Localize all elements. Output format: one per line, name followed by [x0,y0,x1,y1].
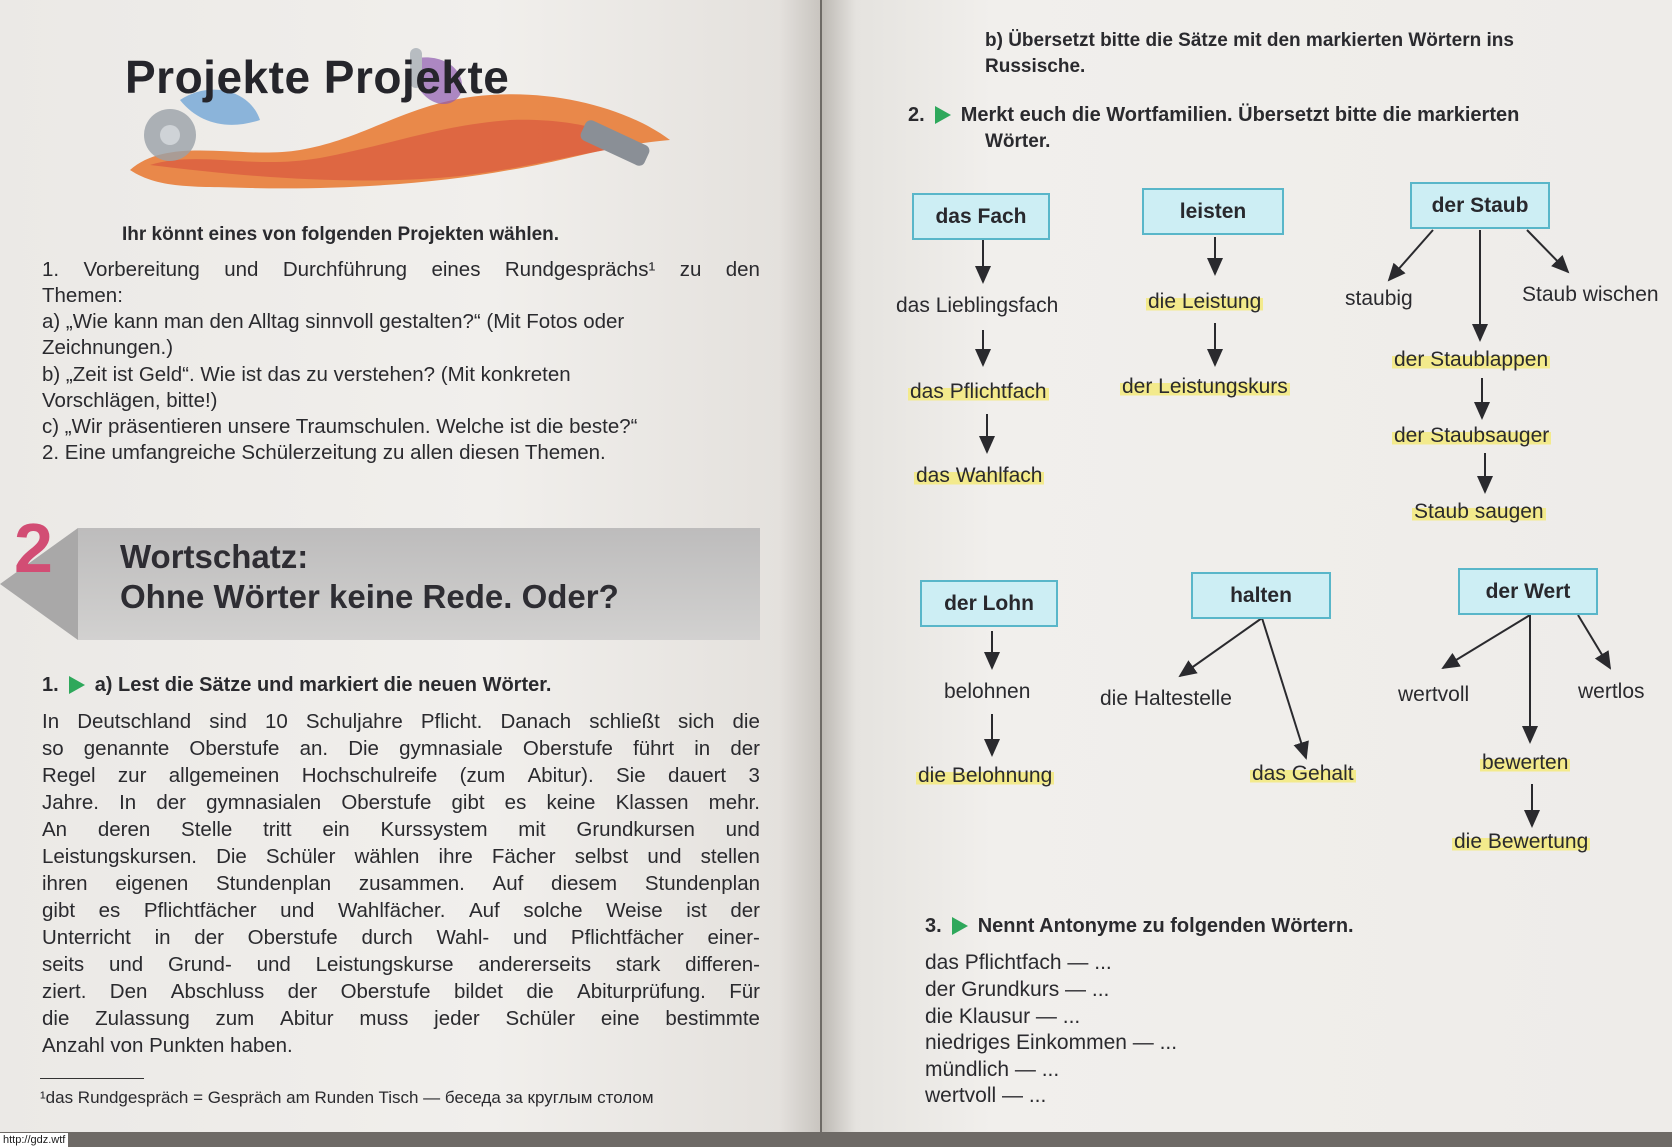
family-word-highlighted [916,764,1054,788]
task-2-line-1: Merkt euch die Wortfamilien. Übersetzt bitte die markierten [960,104,1520,126]
word-token: Oberstufe [341,791,432,814]
word-token: seits [42,953,85,976]
word-token: zum [215,1007,255,1030]
project-line-1 [42,258,760,282]
word-token: diesem [551,872,618,895]
word-token: und [224,258,259,281]
word-token: Kurssystem [380,818,488,841]
word-token: stark [615,953,661,976]
task-2-line-2: Wörter. [985,131,1051,152]
family-head-halten: halten [1191,572,1331,619]
highlighted-word: die Belohnung [918,764,1053,787]
word-token: Durchführung [282,258,408,281]
highlighted-word: bewerten [1482,751,1569,774]
word-token: ihre [438,845,473,868]
task-3-heading [925,915,1354,938]
word-token: zusammen. [358,872,465,895]
word-token: Leistungskurse [315,953,454,976]
word-token: Regel [42,764,96,787]
projects-subtitle: Ihr könnt eines von folgenden Projekten wählen. [122,224,560,245]
task-1-label: a) Lest die Sätze und markiert die neuen Wörter. [94,674,552,696]
family-word: wertlos [1578,680,1645,703]
word-token: und [647,845,682,868]
word-token: Die [216,845,247,868]
word-token: Sie [616,764,646,787]
word-token: einer- [707,926,760,949]
play-arrow-icon [952,917,968,935]
word-token: tritt [263,818,292,841]
word-token: Pflicht. [420,710,483,733]
play-arrow-icon [69,676,85,694]
word-token: An [42,818,68,841]
body-line [42,845,760,869]
word-token: Abiturprüfung. [577,980,706,1003]
family-head-staub: der Staub [1410,182,1550,229]
word-token: Vorbereitung [83,258,200,281]
family-word-highlighted [1250,762,1356,786]
antonym-item: die Klausur — ... [925,1005,1081,1028]
word-token: selbst [574,845,629,868]
word-token: bestimmte [665,1007,760,1030]
word-token: gibt [451,791,485,814]
word-token: eines [431,258,481,281]
word-token: der [730,737,760,760]
word-token: ein [322,818,350,841]
word-token: Oberstufe [340,980,431,1003]
section-number: 2 [14,509,53,587]
word-token: 3 [748,764,760,787]
family-word: Staub wischen [1522,283,1659,306]
family-word-highlighted [914,464,1044,488]
body-line [42,980,760,1004]
word-token: schließt [589,710,660,733]
word-token: in [154,926,171,949]
word-token: muss [359,1007,409,1030]
family-word-highlighted [1452,830,1590,854]
family-head-lohn: der Lohn [920,580,1058,627]
body-line: Anzahl von Punkten haben. [42,1034,293,1057]
word-token: der [194,926,224,949]
body-line [42,872,760,896]
project-line-5: b) „Zeit ist Geld“. Wie ist das zu verstehen? (Mit konkreten [42,363,571,386]
family-head-leisten: leisten [1142,188,1284,235]
word-token: ihren [42,872,88,895]
family-word-highlighted [1480,751,1570,775]
word-token: führt [633,737,675,760]
word-token: und [256,953,291,976]
word-token: eine [600,1007,640,1030]
word-token: Oberstufe [247,926,338,949]
word-token: der [730,899,760,922]
word-token: Pflichtfächer [570,926,684,949]
task-3-number: 3. [925,915,942,937]
word-token: Schuljahre [305,710,403,733]
word-token: der [156,791,186,814]
body-line [42,899,760,923]
project-line-2: Themen: [42,284,123,307]
project-line-3: a) „Wie kann man den Alltag sinnvoll gestalten?“ (Mit Fotos oder [42,310,625,333]
word-token: Stundenplan [216,872,332,895]
word-token: 1. [42,258,60,281]
body-line [42,791,760,815]
family-head-wert: der Wert [1458,568,1598,615]
word-token: Schüler [265,845,336,868]
word-token: deren [97,818,151,841]
body-line [42,764,760,788]
word-token: Rundgesprächs¹ [504,258,656,281]
word-token: Auf [468,899,500,922]
task-1-heading [42,674,551,697]
word-token: Grund- [167,953,232,976]
word-token: Weise [606,899,663,922]
antonym-item: das Pflichtfach — ... [925,951,1112,974]
word-token: durch [361,926,413,949]
word-token: gymnasiale [399,737,503,760]
task-1-number: 1. [42,674,59,696]
play-arrow-icon [935,106,951,124]
project-line-6: Vorschlägen, bitte!) [42,389,218,412]
family-word-highlighted [1392,348,1550,372]
word-token: Auf [492,872,524,895]
word-token: Abitur [280,1007,334,1030]
word-token: Abschluss [170,980,265,1003]
project-line-7: c) „Wir präsentieren unsere Traumschulen. Welche ist die beste?“ [42,415,638,438]
word-token: ist [686,899,707,922]
word-token: allgemeinen [168,764,280,787]
word-token: Abitur). [527,764,594,787]
highlighted-word: der Leistungskurs [1122,375,1288,398]
antonym-item: der Grundkurs — ... [925,978,1110,1001]
highlighted-word: das Gehalt [1252,762,1354,785]
logo-title: Projekte Projekte [125,51,510,103]
word-token: Deutschland [77,710,192,733]
word-token: andererseits [478,953,592,976]
word-token: In [42,710,60,733]
task-1b-line-2: Russische. [985,56,1086,77]
word-token: der [287,980,318,1003]
word-token: zur [117,764,147,787]
family-head-fach: das Fach [912,193,1050,240]
word-token: In [119,791,137,814]
body-line [42,1007,760,1031]
word-token: Fächer [491,845,556,868]
section-title-line-2: Ohne Wörter keine Rede. Oder? [120,578,619,615]
task-3-label: Nennt Antonyme zu folgenden Wörtern. [977,915,1354,937]
word-token: Jahre. [42,791,99,814]
antonym-item: niedriges Einkommen — ... [925,1031,1178,1054]
task-2-number: 2. [908,104,925,126]
word-token: Grundkursen [576,818,695,841]
task-1b-line-1: b) Übersetzt bitte die Sätze mit den markierten Wörtern ins [985,30,1514,51]
family-word: die Haltestelle [1100,687,1232,710]
word-token: stellen [700,845,760,868]
project-line-8: 2. Eine umfangreiche Schülerzeitung zu allen diesen Themen. [42,441,606,464]
word-token: und [512,926,548,949]
word-token: 10 [264,710,288,733]
word-token: an. [299,737,329,760]
section-title-line-1: Wortschatz: [120,538,309,575]
word-token: mit [518,818,546,841]
footnote: ¹das Rundgespräch = Gespräch am Runden Tisch — беседа за круглым столом [40,1088,654,1107]
word-token: zu [679,258,702,281]
word-token: sich [677,710,715,733]
word-token: Den [109,980,148,1003]
word-token: es [98,899,121,922]
word-token: solche [523,899,583,922]
highlighted-word: Staub saugen [1414,500,1544,523]
word-token: Die [348,737,379,760]
word-token: gymnasialen [206,791,322,814]
project-line-4: Zeichnungen.) [42,336,174,359]
word-token: die [526,980,554,1003]
highlighted-word: die Bewertung [1454,830,1589,853]
word-token: Danach [500,710,572,733]
body-line [42,953,760,977]
word-token: Stundenplan [644,872,760,895]
family-word: belohnen [944,680,1031,703]
antonym-item: mündlich — ... [925,1058,1060,1081]
word-token: Für [729,980,760,1003]
word-token: Leistungskursen. [42,845,197,868]
body-line [42,710,760,734]
word-token: Schüler [505,1007,576,1030]
footnote-rule [40,1078,144,1079]
word-token: genannte [83,737,170,760]
word-token: keine [546,791,596,814]
word-token: Stelle [181,818,233,841]
family-word-highlighted [1392,424,1551,448]
word-token: bildet [453,980,503,1003]
body-line [42,737,760,761]
body-line [42,926,760,950]
highlighted-word: die Leistung [1148,290,1262,313]
highlighted-word: das Wahlfach [916,464,1043,487]
word-token: es [504,791,527,814]
family-word-highlighted [1412,500,1546,524]
word-token: Zulassung [95,1007,190,1030]
word-token: wählen [354,845,420,868]
word-token: und [280,899,315,922]
word-token: den [725,258,760,281]
word-token: Oberstufe [522,737,613,760]
body-line [42,818,760,842]
family-word: wertvoll [1398,683,1470,706]
word-token: Wahlfächer. [337,899,446,922]
word-token: Hochschulreife [301,764,438,787]
word-token: (zum [459,764,506,787]
task-2-heading [908,104,1519,127]
word-token: Wahl- [436,926,490,949]
word-token: dauert [668,764,727,787]
word-token: in [694,737,711,760]
word-token: so [42,737,64,760]
word-token: gibt [42,899,76,922]
highlighted-word: der Staublappen [1394,348,1549,371]
family-word-highlighted [908,380,1049,404]
family-word: das Lieblingsfach [896,294,1059,317]
antonym-item: wertvoll — ... [925,1084,1047,1107]
watermark-link[interactable]: http://gdz.wtf [0,1133,68,1147]
family-word-highlighted [1120,375,1290,399]
highlighted-word: das Pflichtfach [910,380,1047,403]
word-token: mehr. [708,791,760,814]
word-token: Oberstufe [189,737,280,760]
word-token: sind [209,710,247,733]
word-token: Klassen [615,791,689,814]
word-token: ziert. [42,980,87,1003]
word-token: und [108,953,144,976]
word-token: jeder [434,1007,480,1030]
word-token: Pflichtfächer [143,899,257,922]
word-token: eigenen [115,872,189,895]
highlighted-word: der Staubsauger [1394,424,1550,447]
word-token: differen- [685,953,760,976]
family-word-highlighted [1146,290,1263,314]
word-token: und [725,818,760,841]
word-token: Unterricht [42,926,131,949]
word-token: die [42,1007,70,1030]
family-word: staubig [1345,287,1413,310]
word-token: die [732,710,760,733]
